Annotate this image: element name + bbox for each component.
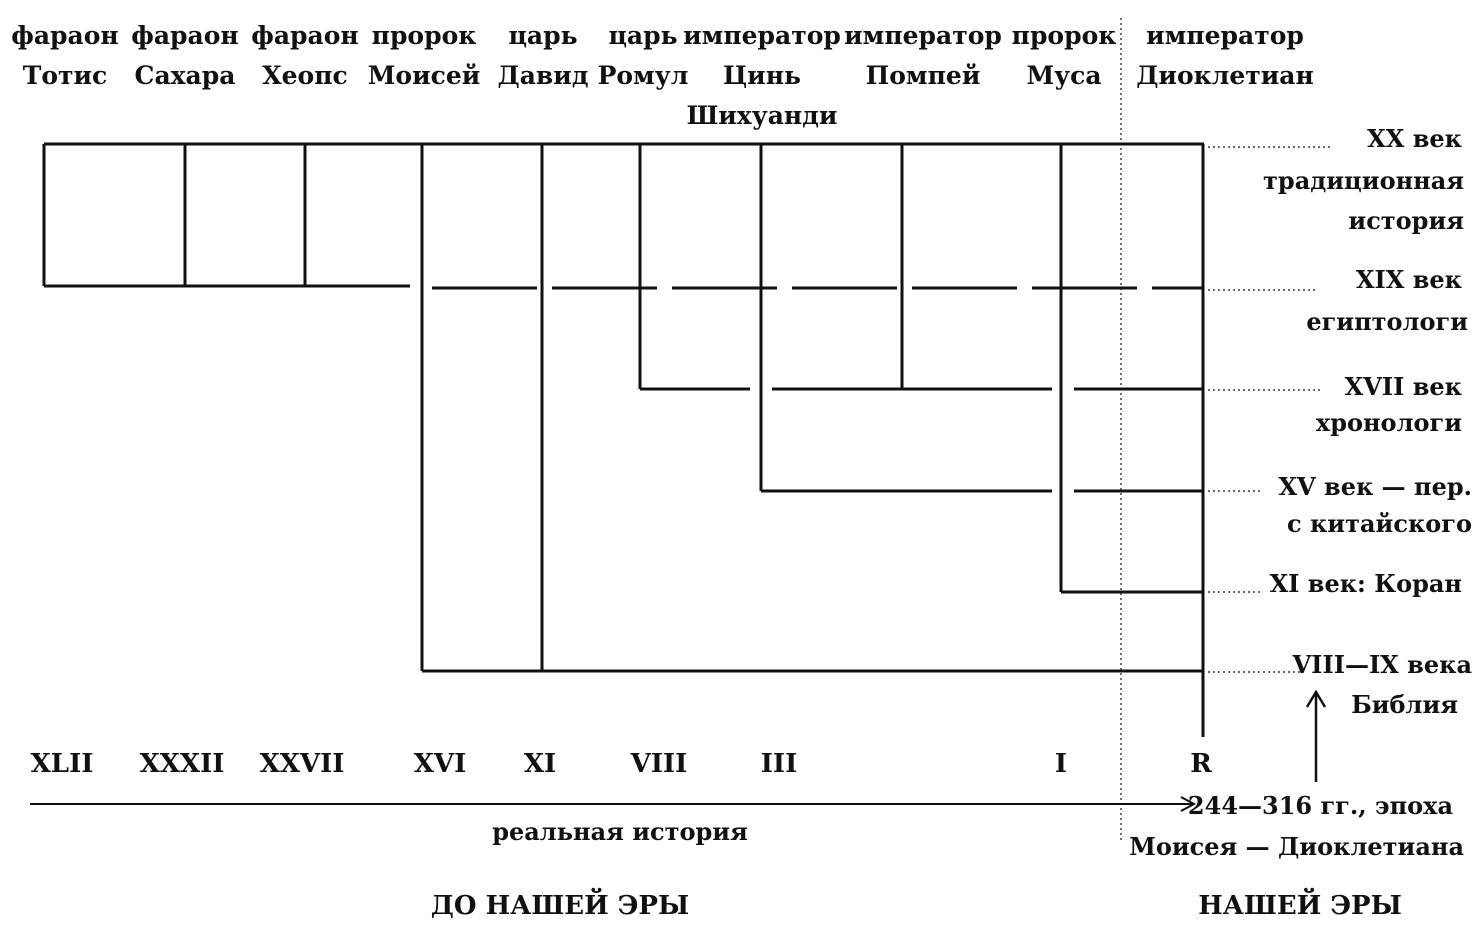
figure-labels — [11, 21, 1313, 130]
level-xix-line1: XIX век — [1355, 265, 1462, 294]
level-xi-line1: XI век: Коран — [1269, 569, 1462, 598]
figure-name-diokletian: Диоклетиан — [1136, 61, 1314, 90]
figure-title-totis: фараон — [11, 21, 119, 50]
level-xix-line2: египтологи — [1306, 307, 1468, 336]
century-markers — [31, 749, 1213, 779]
level-xx-line1: XX век — [1367, 124, 1462, 153]
figure-name-sakhara: Сахара — [134, 61, 236, 90]
numeral-r: R — [1190, 749, 1212, 779]
figure-name-kheops: Хеопс — [262, 61, 348, 90]
numeral-xxvii: XXVII — [259, 749, 345, 779]
figure-title-david: царь — [508, 21, 578, 50]
level-viii-ix-line2: Библия — [1351, 690, 1458, 719]
figure-name-pompei: Помпей — [865, 61, 981, 90]
level-xv-line1: XV век — пер. — [1278, 472, 1472, 501]
tree-lines — [44, 144, 1204, 737]
level-xx-line3: история — [1348, 206, 1464, 235]
axis-label: реальная история — [492, 817, 748, 846]
numeral-xlii: XLII — [30, 749, 94, 779]
numeral-xi: XI — [523, 749, 557, 779]
figure-name2-shikhuandi: Шихуанди — [686, 101, 838, 130]
figure-title-pompei: император — [844, 21, 1002, 50]
level-labels — [1263, 124, 1472, 719]
figure-name-romul: Ромул — [597, 61, 689, 90]
figure-name-musa: Муса — [1026, 61, 1102, 90]
figure-title-kheops: фараон — [251, 21, 359, 50]
figure-title-sakhara: фараон — [131, 21, 239, 50]
numeral-xvi: XVI — [413, 749, 467, 779]
numeral-i: I — [1054, 749, 1068, 779]
level-viii-ix-line1: VIII—IX века — [1292, 650, 1472, 679]
numeral-xxxii: XXXII — [139, 749, 225, 779]
era-bc: ДО НАШЕЙ ЭРЫ — [430, 891, 690, 921]
figure-title-romul: царь — [608, 21, 678, 50]
axis-end-line2: Моисея — Диоклетиана — [1129, 832, 1464, 861]
time-axis — [30, 791, 1464, 861]
figure-title-moisei: пророк — [371, 21, 477, 50]
figure-title-tsin: император — [683, 21, 841, 50]
figure-name-tsin: Цинь — [723, 61, 801, 90]
level-xvii-line1: XVII век — [1344, 372, 1462, 401]
numeral-iii: III — [760, 749, 798, 779]
level-xvii-line2: хронологи — [1315, 408, 1462, 437]
figure-title-diokletian: император — [1146, 21, 1304, 50]
figure-name-moisei: Моисей — [367, 61, 481, 90]
figure-title-musa: пророк — [1011, 21, 1117, 50]
level-xx-line2: традиционная — [1263, 166, 1464, 195]
era-labels — [431, 888, 1402, 921]
numeral-viii: VIII — [630, 749, 688, 779]
figure-name-david: Давид — [497, 61, 589, 90]
up-arrow — [1307, 692, 1325, 782]
figure-name-totis: Тотис — [22, 61, 108, 90]
era-ad: НАШЕЙ ЭРЫ — [1198, 891, 1402, 921]
level-xv-line2: с китайского — [1287, 509, 1472, 538]
axis-end-line1: 244—316 гг., эпоха — [1187, 791, 1453, 820]
